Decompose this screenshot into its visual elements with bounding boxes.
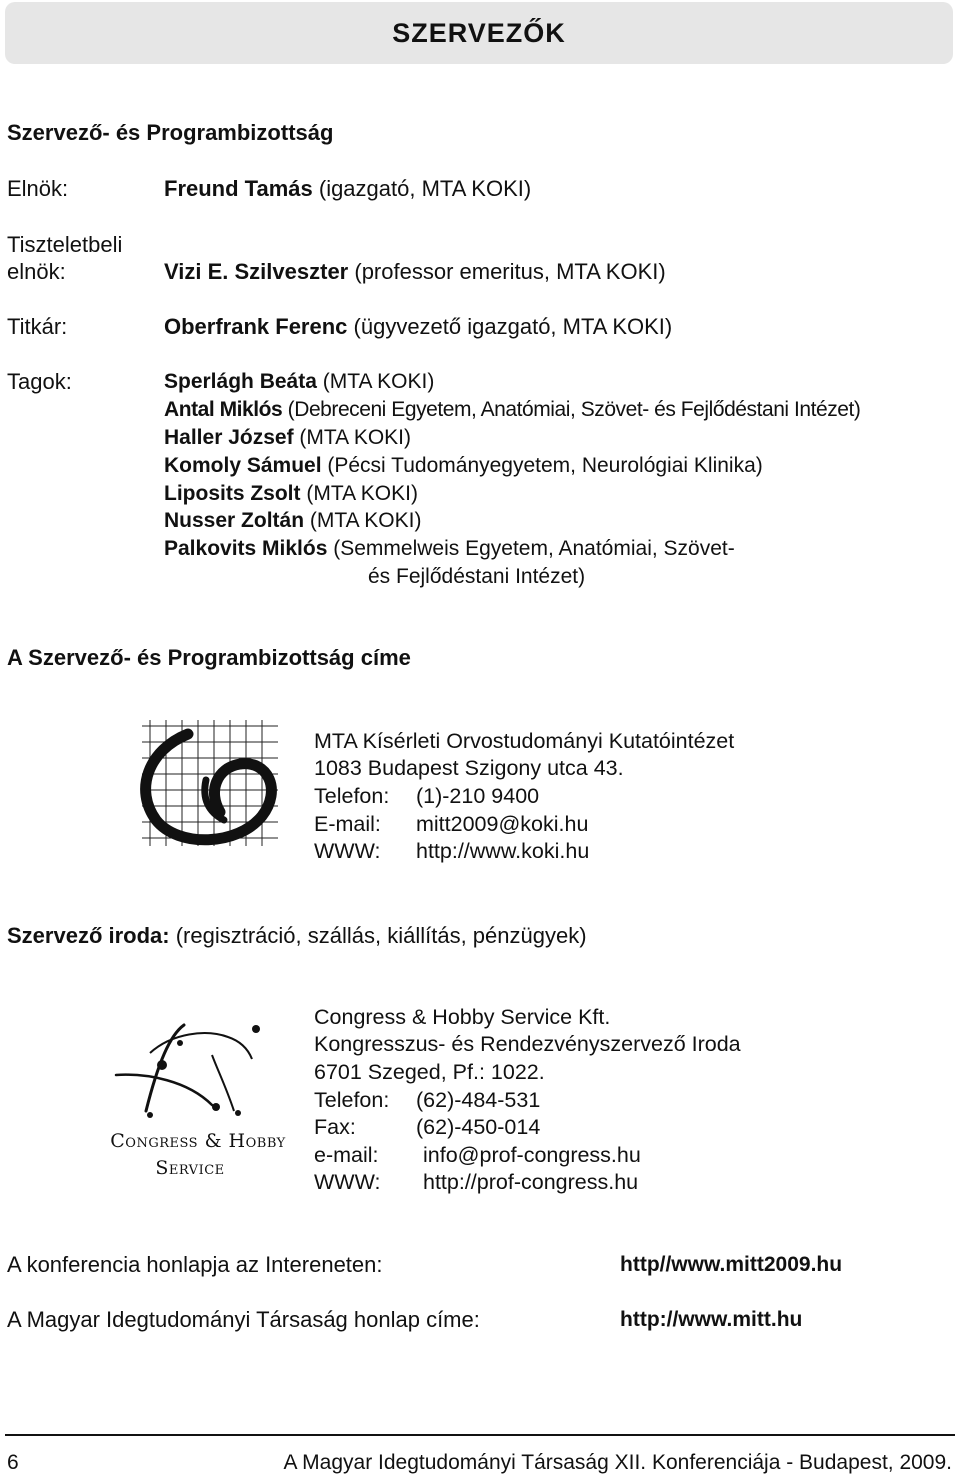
- chs-logo-line1: Congress & Hobby: [110, 1130, 286, 1152]
- member-detail: (MTA KOKI): [316, 370, 435, 393]
- office-heading: [7, 922, 587, 949]
- role-value-president: [164, 175, 531, 202]
- koki-phone-row: [314, 783, 539, 811]
- member-detail: (Debreceni Egyetem, Anatómiai, Szövet- és Fejlődéstani Intézet): [282, 398, 861, 421]
- member-item: [164, 396, 860, 423]
- member-detail-continuation: és Fejlődéstani Intézet): [368, 565, 586, 588]
- office-phone-row: [314, 1087, 540, 1115]
- role-value-honorary: [164, 258, 666, 285]
- footer-conference: A Magyar Idegtudományi Társaság XII. Konferenciája - Budapest, 2009.: [283, 1451, 952, 1474]
- footer-divider: [5, 1434, 955, 1436]
- web-link[interactable]: http://prof-congress.hu: [423, 1170, 639, 1194]
- koki-street: 1083 Budapest Szigony utca 43.: [314, 756, 624, 780]
- email-value[interactable]: mitt2009@koki.hu: [416, 812, 589, 836]
- members-label: Tagok:: [7, 369, 72, 394]
- office-address: 6701 Szeged, Pf.: 1022.: [314, 1060, 545, 1084]
- phone-label: Telefon:: [314, 1088, 390, 1112]
- web-label: WWW:: [314, 1170, 381, 1194]
- office-division: Kongresszus- és Rendezvényszervező Iroda: [314, 1032, 741, 1056]
- header-bar: [5, 2, 953, 64]
- koki-institute: MTA Kísérleti Orvostudományi Kutatóintézet: [314, 729, 735, 753]
- office-fax-row: [314, 1114, 540, 1142]
- member-name: Palkovits Miklós: [164, 537, 328, 560]
- member-item: [164, 480, 418, 507]
- honorary-label-line1: Tiszteletbeli: [7, 232, 123, 257]
- fax-label: Fax:: [314, 1115, 356, 1139]
- chs-logo: [108, 1015, 288, 1190]
- page-title: SZERVEZŐK: [392, 17, 566, 48]
- member-name: Antal Miklós: [164, 398, 283, 421]
- email-value[interactable]: info@prof-congress.hu: [423, 1143, 641, 1167]
- phone-label: Telefon:: [314, 784, 390, 808]
- honorary-name: Vizi E. Szilveszter: [164, 259, 349, 284]
- conference-site-link[interactable]: http//www.mitt2009.hu: [620, 1253, 843, 1276]
- society-site-label: A Magyar Idegtudományi Társaság honlap címe:: [7, 1307, 480, 1332]
- member-name: Haller József: [164, 426, 294, 449]
- office-email-row: [314, 1142, 641, 1170]
- committee-heading: Szervező- és Programbizottság: [7, 120, 334, 145]
- role-value-secretary: [164, 313, 672, 340]
- member-item: [164, 535, 735, 562]
- chs-logo-line2: Service: [155, 1157, 225, 1179]
- secretary-name: Oberfrank Ferenc: [164, 314, 348, 339]
- email-label: E-mail:: [314, 812, 381, 836]
- phone-value: (62)-484-531: [416, 1088, 541, 1112]
- role-label-honorary: [7, 231, 122, 285]
- society-site-link[interactable]: http://www.mitt.hu: [620, 1308, 803, 1331]
- honorary-label-line2: elnök:: [7, 259, 66, 284]
- member-item: [164, 368, 434, 395]
- office-web-row: [314, 1169, 638, 1197]
- member-detail: (MTA KOKI): [293, 426, 412, 449]
- president-detail: (igazgató, MTA KOKI): [312, 176, 532, 201]
- member-detail: (Semmelweis Egyetem, Anatómiai, Szövet-: [327, 537, 735, 560]
- member-name: Nusser Zoltán: [164, 509, 305, 532]
- page-number: 6: [7, 1451, 19, 1474]
- member-detail: (Pécsi Tudományegyetem, Neurológiai Klinika): [321, 454, 763, 477]
- member-detail: (MTA KOKI): [304, 509, 422, 532]
- member-detail: (MTA KOKI): [300, 482, 418, 505]
- member-item: [164, 507, 421, 534]
- president-name: Freund Tamás: [164, 176, 313, 201]
- koki-logo: [128, 720, 288, 860]
- phone-value: (1)-210 9400: [416, 784, 540, 808]
- secretary-detail: (ügyvezető igazgató, MTA KOKI): [347, 314, 673, 339]
- fax-value: (62)-450-014: [416, 1115, 541, 1139]
- office-heading-rest: (regisztráció, szállás, kiállítás, pénzügyek): [169, 923, 587, 948]
- koki-web-row: [314, 838, 589, 866]
- koki-email-row: [314, 811, 588, 839]
- chs-logo-mark: [108, 1015, 288, 1135]
- web-label: WWW:: [314, 839, 381, 863]
- office-heading-bold: Szervező iroda:: [7, 923, 170, 948]
- web-link[interactable]: http://www.koki.hu: [416, 839, 590, 863]
- office-company: Congress & Hobby Service Kft.: [314, 1005, 611, 1029]
- member-name: Sperlágh Beáta: [164, 370, 317, 393]
- role-label-president: Elnök:: [7, 176, 69, 201]
- email-label: e-mail:: [314, 1143, 379, 1167]
- member-name: Liposits Zsolt: [164, 482, 301, 505]
- conference-site-label: A konferencia honlapja az Intereneten:: [7, 1252, 383, 1277]
- member-item: [164, 424, 411, 451]
- member-item: [164, 452, 763, 479]
- role-label-secretary: Titkár:: [7, 314, 68, 339]
- honorary-detail: (professor emeritus, MTA KOKI): [348, 259, 666, 284]
- member-name: Komoly Sámuel: [164, 454, 322, 477]
- address-heading: A Szervező- és Programbizottság címe: [7, 645, 411, 670]
